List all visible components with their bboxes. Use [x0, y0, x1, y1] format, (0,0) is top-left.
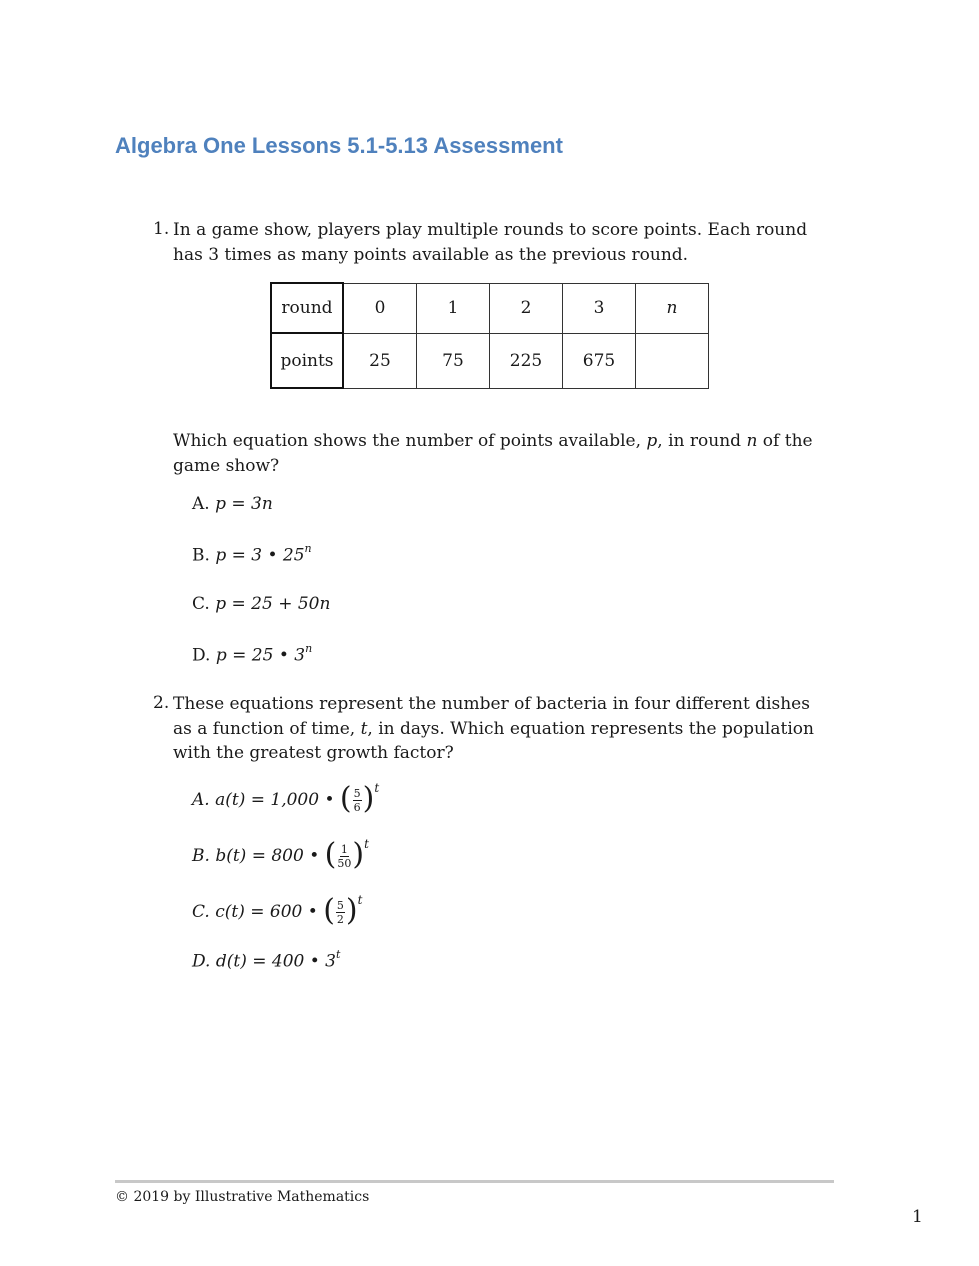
page-title: Algebra One Lessons 5.1-5.13 Assessment [115, 133, 563, 158]
question-1-prompt: Which equation shows the number of points available, p, in round n of the game show? [173, 431, 813, 476]
table-cell: 1 [417, 283, 490, 333]
option-2c[interactable]: C. c(t) = 600 • ( $\frac{5}{2}$ )$^t$ [192, 893, 363, 928]
footer-copyright: © 2019 by Illustrative Mathematics [115, 1189, 370, 1205]
question-1-number: 1. [153, 219, 170, 239]
table-cell-empty [636, 333, 709, 388]
fraction: $\frac{5}{2}$ [336, 899, 344, 926]
option-2b[interactable]: B. b(t) = 800 • ( $\frac{1}{50}$ )$^t$ [192, 837, 369, 872]
table-cell: 225 [490, 333, 563, 388]
table-row-round [271, 283, 709, 333]
table-cell: 2 [490, 283, 563, 333]
table-cell: 3 [563, 283, 636, 333]
table-cell: 0 [343, 283, 417, 333]
option-2d[interactable]: D. d(t) = 400 • 3$^t$ [192, 948, 341, 972]
fraction: $\frac{5}{6}$ [353, 787, 361, 814]
table-cell: n [636, 283, 709, 333]
option-1b[interactable]: B. p = 3 • 25$^n$ [192, 542, 312, 566]
option-1c[interactable]: C. p = 25 + 50n [192, 594, 331, 614]
footer-rule [115, 1180, 834, 1183]
table-cell: 75 [417, 333, 490, 388]
question-2-number: 2. [153, 693, 170, 713]
option-1a[interactable]: A. p = 3n [192, 494, 273, 514]
table-row-points [271, 333, 709, 388]
page-number: 1 [912, 1207, 923, 1227]
table-header-round: round [271, 283, 343, 333]
fraction: $\frac{1}{50}$ [337, 843, 352, 870]
table-cell: 25 [343, 333, 417, 388]
points-table [270, 282, 709, 389]
question-2-text: These equations represent the number of bacteria in four different dishes as a function of time, t, in days. Which equation represents the population with the greatest growth factor? [173, 694, 814, 763]
option-1d[interactable]: D. p = 25 • 3$^n$ [192, 642, 313, 666]
option-2a[interactable]: A. a(t) = 1,000 • ( $\frac{5}{6}$ )$^t$ [192, 781, 380, 816]
table-header-points: points [271, 333, 343, 388]
question-1-text: In a game show, players play multiple rounds to score points. Each round has 3 times as many points available as the previous round. [173, 220, 808, 265]
table-cell: 675 [563, 333, 636, 388]
